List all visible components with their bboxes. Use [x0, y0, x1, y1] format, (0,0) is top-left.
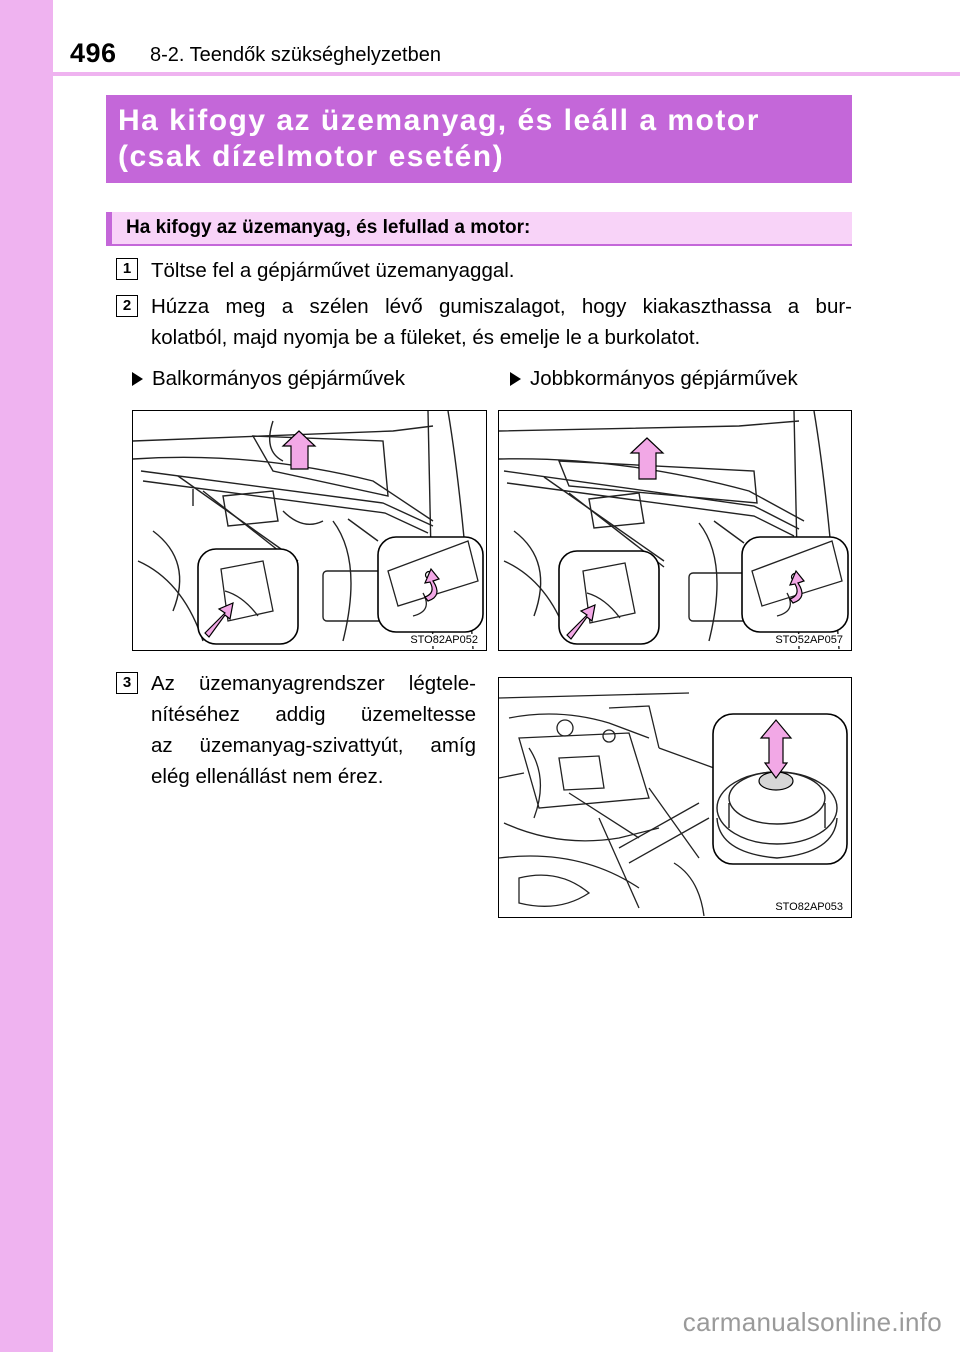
step-3-line1: Az üzemanyagrendszer légtele- [151, 672, 476, 695]
figure-right-hand-drive [498, 410, 852, 651]
figure-code-pump: STO82AP053 [775, 901, 843, 913]
triangle-bullet-icon [510, 372, 521, 386]
cowl-cover-illustration-right [499, 411, 850, 649]
header-rule [53, 72, 960, 76]
step-3-line3: az üzemanyag-szivattyút, amíg [151, 734, 476, 757]
step-number-3: 3 [116, 672, 138, 694]
step-2-text [151, 291, 852, 353]
watermark-text: carmanualsonline.info [682, 1307, 942, 1337]
triangle-bullet-icon [132, 372, 143, 386]
step-1-text: Töltse fel a gépjárművet üzemanyaggal. [151, 259, 515, 282]
figure-code-right: STO52AP057 [775, 634, 843, 646]
step-2-line1: Húzza meg a szélen lévő gumiszalagot, hogy kiakaszthassa a bur- [151, 295, 852, 318]
step-number-2: 2 [116, 295, 138, 317]
variant-label-left: Balkormányos gépjárművek [152, 367, 405, 390]
step-3-text [151, 668, 476, 792]
step-3-line4: elég ellenállást nem érez. [151, 765, 384, 788]
figure-code-left: STO82AP052 [410, 634, 478, 646]
variant-label-right: Jobbkormányos gépjárművek [530, 367, 798, 390]
figure-left-hand-drive [132, 410, 487, 651]
figure-fuel-pump [498, 677, 852, 918]
fuel-priming-pump-illustration [499, 678, 850, 916]
subheading: Ha kifogy az üzemanyag, és lefullad a motor: [106, 212, 852, 246]
step-number-1: 1 [116, 258, 138, 280]
step-2-line2: kolatból, majd nyomja be a füleket, és emelje le a burkolatot. [151, 326, 701, 349]
section-title-line2: (csak dízelmotor esetén) [118, 140, 505, 173]
section-reference: 8-2. Teendők szükséghelyzetben [150, 44, 441, 66]
section-title-band [106, 95, 852, 183]
page-number: 496 [70, 38, 117, 68]
step-3-line2: nítéséhez addig üzemeltesse [151, 703, 476, 726]
cowl-cover-illustration-left [133, 411, 485, 649]
side-color-strip [0, 0, 53, 1352]
section-title-line1: Ha kifogy az üzemanyag, és leáll a motor [118, 104, 760, 137]
